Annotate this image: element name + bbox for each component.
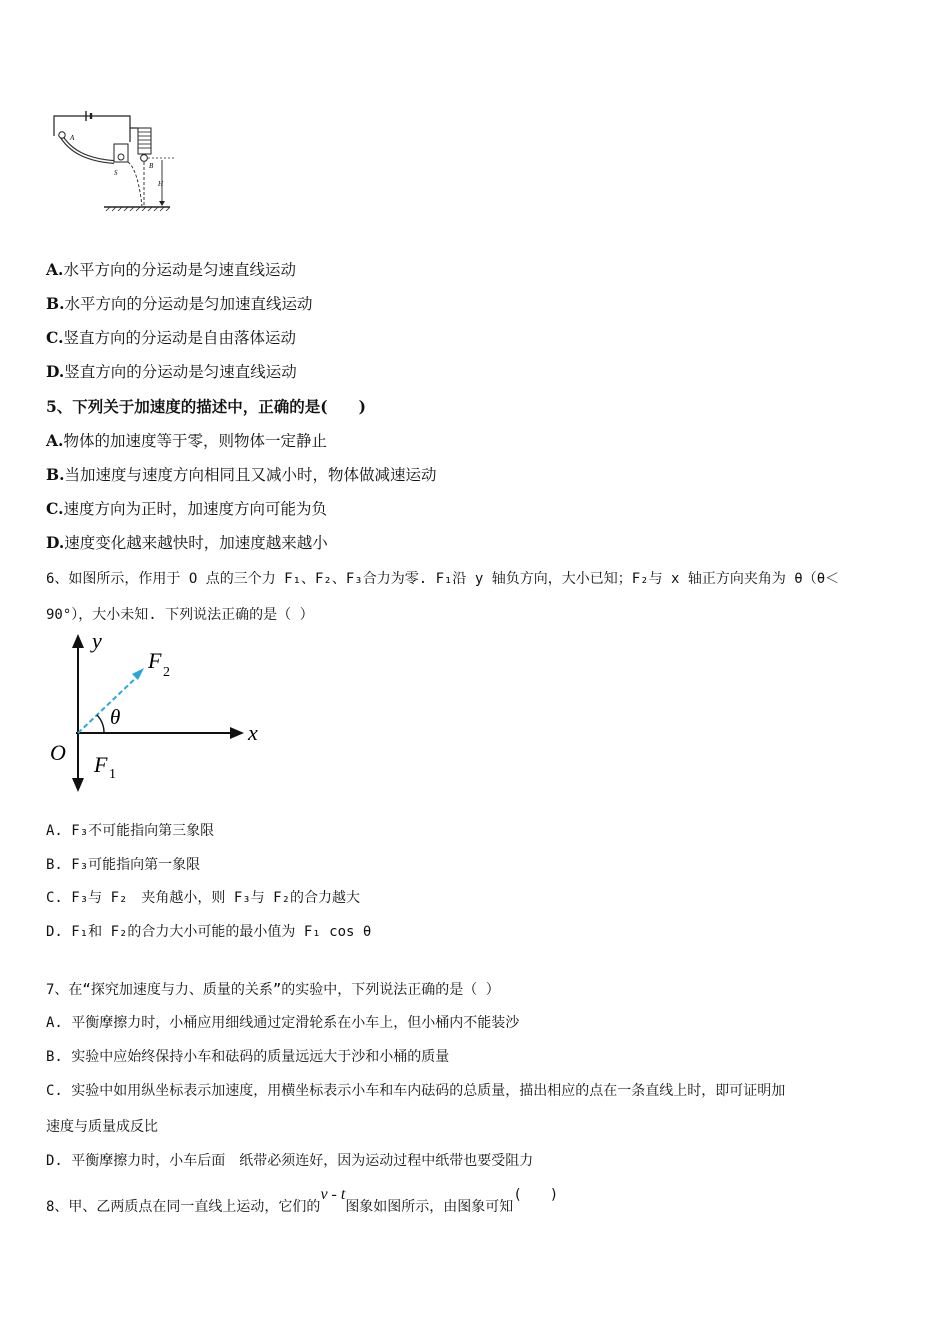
q4-option-b: B.水平方向的分运动是匀加速直线运动 [46, 294, 313, 313]
q6-option-c: C. F₃与 F₂ 夹角越小，则 F₃与 F₂的合力越大 [46, 890, 361, 906]
label-h: H [158, 180, 164, 188]
f1-label: F [94, 752, 108, 777]
q7-option-a: A. 平衡摩擦力时，小桶应用细线通过定滑轮系在小车上，但小桶内不能装沙 [46, 1015, 520, 1031]
q4-apparatus-figure [48, 108, 180, 214]
f1-subscript: 1 [109, 767, 116, 782]
q6-option-a: A. F₃不可能指向第三象限 [46, 823, 215, 839]
q5-option-c: C.速度方向为正时，加速度方向可能为负 [46, 499, 327, 518]
q6-option-b: B. F₃可能指向第一象限 [46, 857, 201, 873]
q7-stem: 7、在“探究加速度与力、质量的关系”的实验中，下列说法正确的是（ ） [46, 982, 500, 998]
q4-option-d: D.竖直方向的分运动是匀速直线运动 [46, 362, 297, 381]
f2-subscript: 2 [163, 665, 170, 680]
q6-force-diagram [44, 632, 274, 794]
q8-stem: 8、甲、乙两质点在同一直线上运动，它们的v - t图象如图所示，由图象可知( ) [46, 1186, 559, 1215]
q6-stem-line2: 90°），大小未知. 下列说法正确的是（ ） [46, 607, 314, 623]
axis-x-label: x [248, 720, 258, 745]
q5-option-b: B.当加速度与速度方向相同且又减小时，物体做减速运动 [46, 465, 437, 484]
label-a: A [70, 134, 75, 142]
q7-option-d: D. 平衡摩擦力时，小车后面 纸带必须连好，因为运动过程中纸带也要受阻力 [46, 1153, 534, 1169]
f2-label: F [148, 648, 162, 673]
q5-option-a: A.物体的加速度等于零，则物体一定静止 [46, 431, 327, 450]
q6-stem-line1: 6、如图所示，作用于 O 点的三个力 F₁、F₂、F₃合力为零. F₁沿 y 轴负方向，大小已知；F₂与 x 轴正方向夹角为 θ（θ＜ [46, 571, 840, 587]
q8-answer-paren: ( ) [513, 1187, 559, 1203]
q5-stem: 5、下列关于加速度的描述中，正确的是( ) [46, 397, 366, 416]
vt-symbol: v - t [320, 1186, 346, 1203]
q7-option-b: B. 实验中应始终保持小车和砝码的质量远远大于沙和小桶的质量 [46, 1049, 450, 1065]
q5-option-d: D.速度变化越来越快时，加速度越来越小 [46, 533, 328, 552]
axis-y-label: y [92, 632, 102, 653]
q6-option-d: D. F₁和 F₂的合力大小可能的最小值为 F₁ cos θ [46, 924, 372, 940]
label-s: S [114, 169, 118, 177]
origin-label: O [50, 740, 66, 765]
q7-option-c-line1: C. 实验中如用纵坐标表示加速度，用横坐标表示小车和车内砝码的总质量，描出相应的点在一条直线上时，即可证明加 [46, 1083, 786, 1099]
q4-option-c: C.竖直方向的分运动是自由落体运动 [46, 328, 296, 347]
q4-option-a: A.水平方向的分运动是匀速直线运动 [46, 260, 296, 279]
q7-option-c-line2: 速度与质量成反比 [46, 1119, 158, 1135]
theta-label: θ [110, 705, 121, 729]
label-b: B [149, 162, 154, 170]
